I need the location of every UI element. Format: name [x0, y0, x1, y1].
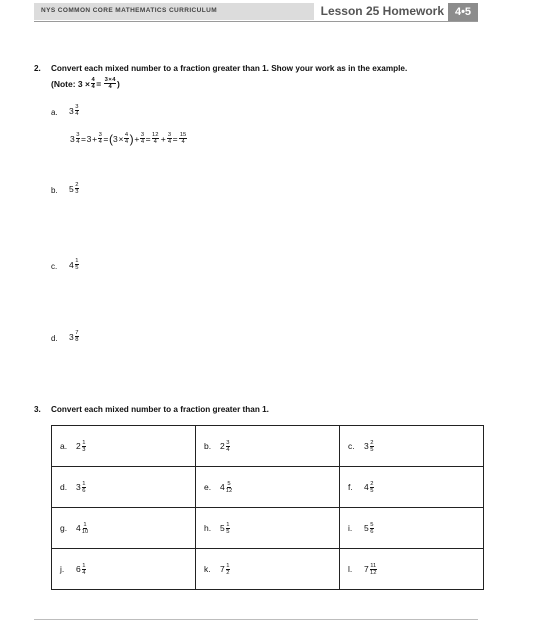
denominator: 2 — [226, 569, 230, 576]
q2-item-b-label: b. — [51, 186, 58, 195]
worked-example: 3 $\frac{3}{4}$ = 3 + $\frac{3}{4}$ = ( 3 × $\frac{4}{4}$ ) + $\frac{3}{4}$ = $\frac{12}{4}$ + $\frac{3}{4}$ = $\frac{15}{4}$ — [70, 131, 187, 146]
q2-item-c-mixed: 4 1 5 — [69, 258, 79, 271]
denominator: 4 — [226, 446, 230, 453]
whole: 4 — [76, 523, 81, 533]
problem-cell — [52, 549, 196, 590]
fraction — [82, 440, 86, 453]
q3-instruction: Convert each mixed number to a fraction greater than 1. — [51, 405, 269, 414]
problem-label: g. — [60, 523, 68, 533]
whole: 2 — [219, 441, 225, 451]
denominator: 12 — [225, 487, 233, 494]
numerator: 4 — [91, 77, 95, 83]
problem-cell — [195, 508, 339, 549]
numerator: 11 — [370, 562, 377, 569]
q3-problem-table — [51, 425, 484, 590]
problem-cell — [52, 508, 196, 549]
q2-number: 2. — [34, 64, 41, 73]
note-close: ) — [117, 78, 120, 89]
denominator: 10 — [81, 528, 89, 535]
q2-item-c-label: c. — [51, 262, 58, 271]
fraction — [82, 481, 86, 494]
mixed-number — [60, 440, 195, 453]
q2-item-d-label: d. — [51, 334, 58, 343]
problem-cell — [52, 426, 196, 467]
whole: 7 — [363, 564, 369, 574]
problem-label: a. — [60, 441, 68, 451]
q3-number: 3. — [34, 405, 41, 414]
q2-item-b-mixed: 5 2 3 — [69, 182, 79, 195]
whole: 5 — [219, 523, 225, 533]
denominator: 4 — [82, 569, 86, 576]
numerator: 1 — [82, 480, 86, 487]
problem-label: j. — [60, 564, 65, 574]
fraction: 3 4 — [75, 104, 79, 117]
equals-sign: = — [96, 78, 102, 89]
fraction — [226, 440, 230, 453]
numerator: 3 × 4 — [104, 77, 116, 83]
mixed-number — [204, 481, 339, 494]
mixed-number — [204, 440, 339, 453]
problem-cell — [339, 426, 483, 467]
page-header — [34, 3, 478, 22]
note-prefix: (Note: 3 × — [51, 78, 90, 89]
mixed-number — [204, 522, 339, 535]
mixed-number — [348, 522, 483, 535]
fraction — [226, 522, 230, 535]
denominator: 4 — [108, 84, 112, 90]
whole: 7 — [219, 564, 225, 574]
table-row — [52, 549, 484, 590]
fraction — [370, 440, 374, 453]
problem-label: f. — [347, 482, 353, 492]
fraction — [370, 481, 374, 494]
mixed-number — [348, 563, 483, 576]
fraction — [82, 563, 86, 576]
denominator: 5 — [226, 528, 230, 535]
problem-label: i. — [347, 523, 353, 533]
problem-cell — [195, 549, 339, 590]
problem-label: d. — [60, 482, 68, 492]
denominator: 6 — [82, 487, 86, 494]
problem-cell — [195, 426, 339, 467]
problem-label: b. — [203, 441, 212, 451]
mixed-number — [60, 563, 195, 576]
mixed-number — [60, 481, 195, 494]
denominator: 5 — [370, 446, 374, 453]
whole: 5 — [363, 523, 369, 533]
lesson-title: Lesson 25 Homework — [320, 4, 444, 18]
fraction — [82, 522, 88, 535]
numerator: 1 — [82, 439, 86, 446]
q2-item-a-label: a. — [51, 108, 58, 117]
curriculum-title: NYS COMMON CORE MATHEMATICS CURRICULUM — [41, 7, 218, 14]
fraction — [226, 563, 230, 576]
denominator: 4 — [91, 84, 95, 90]
whole: 4 — [219, 482, 225, 492]
table-row — [52, 426, 484, 467]
q2-instruction: Convert each mixed number to a fraction greater than 1. Show your work as in the example. — [51, 64, 408, 73]
numerator: 1 — [83, 521, 87, 528]
whole: 2 — [76, 441, 81, 451]
mixed-number — [204, 563, 339, 576]
q2-item-d-mixed: 3 7 8 — [69, 330, 79, 343]
curriculum-banner — [34, 3, 314, 20]
problem-label: c. — [347, 441, 355, 451]
problem-label: k. — [203, 564, 211, 574]
fraction — [370, 563, 377, 576]
note-fraction-1 — [91, 77, 95, 90]
problem-cell — [339, 549, 483, 590]
problem-label: h. — [203, 523, 212, 533]
numerator: 1 — [82, 562, 86, 569]
denominator: 3 — [82, 446, 86, 453]
whole: 4 — [363, 482, 369, 492]
numerator: 1 — [226, 562, 230, 569]
denominator: 6 — [370, 528, 374, 535]
note-fraction-2 — [104, 77, 116, 90]
problem-cell — [339, 467, 483, 508]
problem-label: l. — [347, 564, 353, 574]
problem-label: e. — [203, 482, 212, 492]
whole: 3 — [363, 441, 369, 451]
table-row — [52, 508, 484, 549]
denominator: 5 — [370, 487, 374, 494]
numerator: 5 — [227, 480, 231, 487]
mixed-number — [60, 522, 195, 535]
numerator: 3 — [226, 439, 230, 446]
footer-rule — [34, 619, 478, 620]
q2-item-a-mixed — [69, 104, 80, 117]
denominator: 12 — [369, 569, 377, 576]
problem-cell — [195, 467, 339, 508]
table-row — [52, 467, 484, 508]
whole: 3 — [76, 482, 81, 492]
problem-cell — [52, 467, 196, 508]
whole: 6 — [76, 564, 81, 574]
problem-cell — [339, 508, 483, 549]
numerator: 5 — [370, 521, 374, 528]
numerator: 1 — [226, 521, 230, 528]
numerator: 2 — [370, 439, 374, 446]
mixed-number — [348, 440, 483, 453]
mixed-number — [348, 481, 483, 494]
q2-note — [51, 77, 120, 90]
numerator: 2 — [370, 480, 374, 487]
fraction — [370, 522, 374, 535]
fraction — [226, 481, 232, 494]
module-badge: 4•5 — [448, 3, 478, 21]
whole: 3 — [69, 105, 74, 116]
